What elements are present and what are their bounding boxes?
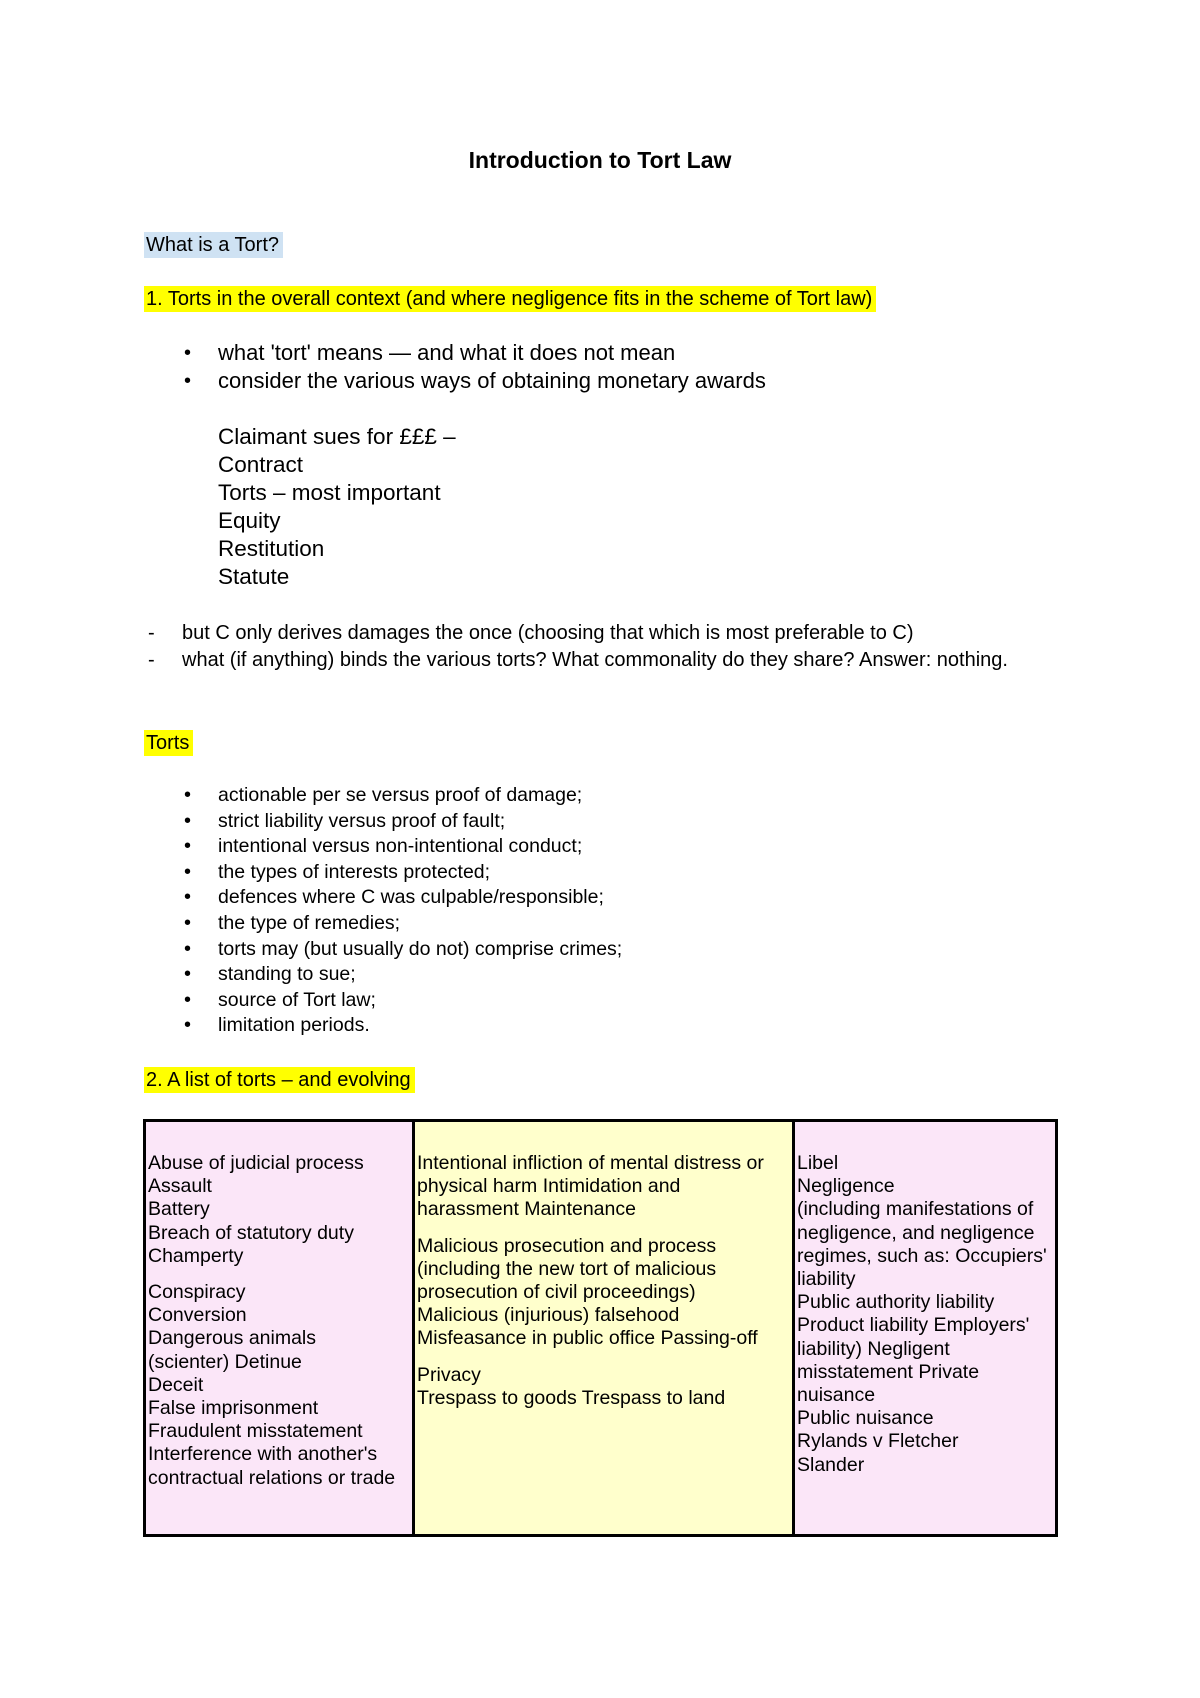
tort-entry: Conspiracy xyxy=(148,1281,246,1304)
tort-entry: Assault xyxy=(148,1175,212,1198)
spacer xyxy=(148,1268,410,1281)
tort-entry: Rylands v Fletcher xyxy=(797,1430,959,1453)
list-item: • actionable per se versus proof of damage; xyxy=(146,783,622,809)
tort-entry: Malicious prosecution and process xyxy=(417,1234,717,1257)
list-item: • the types of interests protected; xyxy=(146,860,622,886)
bullet-icon: • xyxy=(184,809,192,832)
tort-entry: prosecution of civil proceedings) xyxy=(417,1281,696,1304)
tort-entry: misstatement Private xyxy=(797,1360,980,1383)
tort-entry: nuisance xyxy=(797,1384,876,1407)
table-row xyxy=(145,1121,1057,1536)
section1-bullet-list xyxy=(146,339,766,395)
remedy-line: Equity xyxy=(218,508,281,533)
remedy-line: Claimant sues for £££ – xyxy=(218,424,456,449)
list-item: • source of Tort law; xyxy=(146,988,622,1014)
bullet-icon: • xyxy=(184,963,192,986)
tort-entry: Conversion xyxy=(148,1304,247,1327)
tort-entry: Public authority liability xyxy=(797,1291,995,1314)
bullet-icon: • xyxy=(184,342,192,364)
tort-entry: Malicious (injurious) falsehood xyxy=(417,1304,680,1327)
list-item: • what 'tort' means — and what it does not mean xyxy=(184,340,676,365)
bullet-icon: • xyxy=(184,784,192,806)
bullet-icon: • xyxy=(184,1014,192,1037)
torts-column-3 xyxy=(794,1121,1057,1536)
tort-entry: liability) Negligent xyxy=(797,1337,950,1360)
tort-entry: physical harm Intimidation and xyxy=(417,1175,681,1198)
dash-icon: - xyxy=(148,622,155,644)
bullet-icon: • xyxy=(184,860,192,883)
list-item: • consider the various ways of obtaining monetary awards xyxy=(184,368,766,393)
tort-entry: False imprisonment xyxy=(148,1397,319,1420)
what-is-tort-heading: What is a Tort? xyxy=(144,232,283,258)
tort-entry: Fraudulent misstatement xyxy=(148,1420,363,1443)
torts-heading: Torts xyxy=(144,730,193,756)
bullet-icon: • xyxy=(184,988,192,1011)
tort-entry: Trespass to goods Trespass to land xyxy=(417,1386,726,1409)
torts-column-1 xyxy=(145,1121,414,1536)
document-title: Introduction to Tort Law xyxy=(468,147,732,173)
tort-entry: harassment Maintenance xyxy=(417,1198,636,1221)
list-item: • standing to sue; xyxy=(146,962,622,988)
list-item: • defences where C was culpable/responsible; xyxy=(146,885,622,911)
tort-entry: contractual relations or trade xyxy=(148,1466,396,1489)
tort-entry: Slander xyxy=(797,1453,865,1476)
tort-entry: Privacy xyxy=(417,1363,481,1386)
tort-entry: Dangerous animals xyxy=(148,1327,317,1350)
torts-table xyxy=(143,1119,1058,1537)
tort-entry: Interference with another's xyxy=(148,1443,378,1466)
torts-bullet-list xyxy=(146,783,622,1039)
tort-entry: negligence, and negligence xyxy=(797,1221,1035,1244)
section1-heading: 1. Torts in the overall context (and where negligence fits in the scheme of Tort law) xyxy=(144,286,876,312)
remedy-line: Statute xyxy=(218,564,290,589)
dash-icon: - xyxy=(148,649,155,671)
tort-entry: Misfeasance in public office Passing-off xyxy=(417,1327,758,1350)
tort-entry: Intentional infliction of mental distress or xyxy=(417,1152,764,1174)
tort-entry: Breach of statutory duty xyxy=(148,1221,354,1244)
list-item: - but C only derives damages the once (choosing that which is most preferable to C) xyxy=(148,620,1048,647)
list-item: • torts may (but usually do not) comprise crimes; xyxy=(146,937,622,963)
tort-entry: (including manifestations of xyxy=(797,1198,1034,1221)
tort-entry: Deceit xyxy=(148,1373,204,1396)
torts-column-2 xyxy=(414,1121,794,1536)
tort-entry: Abuse of judicial process xyxy=(148,1152,364,1174)
remedy-line: Restitution xyxy=(218,536,325,561)
tort-entry: Libel xyxy=(797,1152,839,1174)
spacer xyxy=(417,1351,790,1364)
list-item: • strict liability versus proof of fault; xyxy=(146,809,622,835)
tort-entry: Negligence xyxy=(797,1175,895,1198)
tort-entry: regimes, such as: Occupiers' xyxy=(797,1244,1047,1267)
tort-entry: (including the new tort of malicious xyxy=(417,1257,717,1280)
spacer xyxy=(417,1222,790,1235)
remedies-list xyxy=(218,423,456,591)
tort-entry: (scienter) Detinue xyxy=(148,1350,302,1373)
list-item: - what (if anything) binds the various torts? What commonality do they share? Answer: nothing. xyxy=(148,647,1048,674)
section2-heading: 2. A list of torts – and evolving xyxy=(144,1067,415,1093)
tort-entry: Battery xyxy=(148,1198,210,1221)
list-item: • the type of remedies; xyxy=(146,911,622,937)
tort-entry: Public nuisance xyxy=(797,1407,934,1430)
list-item: • intentional versus non-intentional conduct; xyxy=(146,834,622,860)
tort-entry: Champerty xyxy=(148,1244,244,1267)
tort-entry: Product liability Employers' xyxy=(797,1314,1030,1337)
section1-dash-list xyxy=(148,620,1048,674)
list-item: • limitation periods. xyxy=(146,1013,622,1039)
bullet-icon: • xyxy=(184,886,192,909)
bullet-icon: • xyxy=(184,835,192,858)
tort-entry: liability xyxy=(797,1268,856,1291)
remedy-line: Contract xyxy=(218,452,304,477)
bullet-icon: • xyxy=(184,911,192,934)
bullet-icon: • xyxy=(184,370,192,392)
remedy-line: Torts – most important xyxy=(218,480,441,505)
bullet-icon: • xyxy=(184,937,192,960)
